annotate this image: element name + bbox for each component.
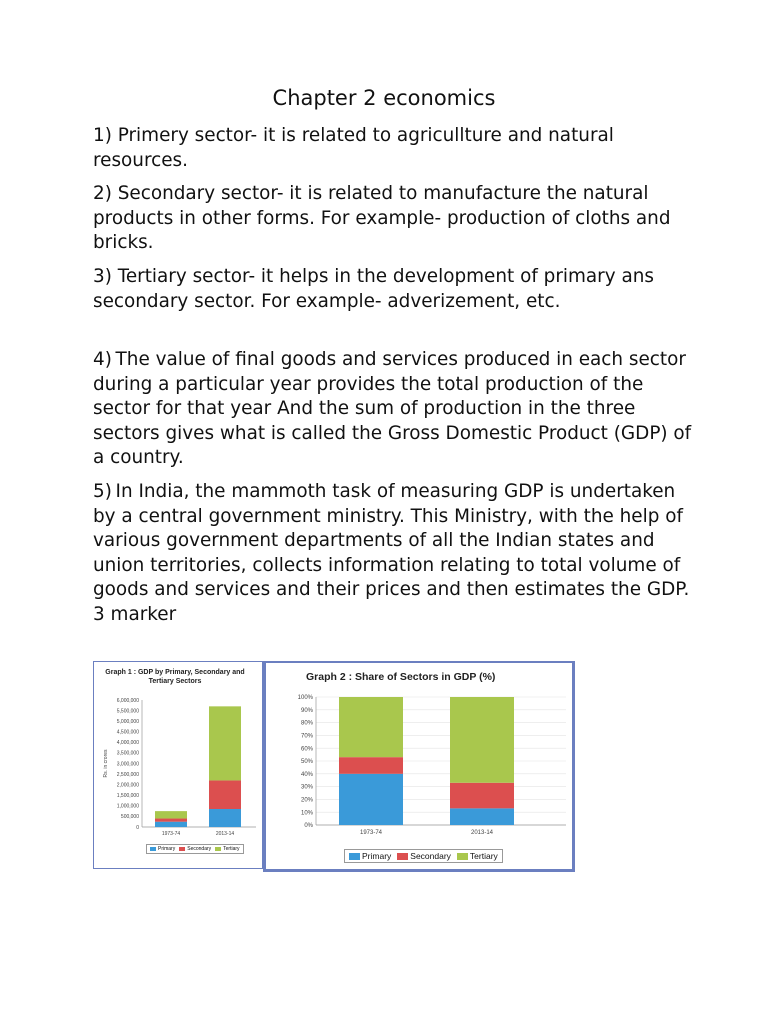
bar-secondary-2013-14	[209, 780, 241, 809]
document-title: Chapter 2 economics	[272, 86, 496, 110]
y-tick-label: 10%	[300, 810, 313, 817]
y-tick-label: 0	[136, 824, 139, 831]
graph-2-legend	[344, 849, 503, 863]
y-tick-label: 6,000,000	[116, 697, 139, 704]
paragraph-1: 1) Primery sector- it is related to agricullture and natural resources.	[93, 125, 614, 171]
graph-1-legend	[146, 844, 244, 854]
legend-item-secondary	[397, 851, 451, 861]
legend-label: Primary	[362, 851, 392, 861]
bar-primary-2013-14	[450, 808, 514, 825]
legend-item-primary	[150, 846, 175, 852]
graph-1-title: Graph 1 : GDP by Primary, Secondary and Tertiary Sectors	[105, 669, 245, 685]
legend-label: Tertiary	[223, 846, 240, 852]
legend-label: Secondary	[410, 851, 451, 861]
legend-item-primary	[349, 851, 391, 861]
y-tick-label: 3,000,000	[116, 761, 139, 768]
y-tick-label: 90%	[300, 707, 313, 714]
legend-label: Tertiary	[469, 851, 498, 861]
y-tick-label: 40%	[300, 771, 313, 778]
x-tick-label: 2013-14	[470, 830, 494, 836]
y-tick-label: 80%	[300, 720, 313, 727]
y-tick-label: 4,000,000	[116, 740, 139, 747]
graph-1-panel	[93, 661, 263, 869]
y-tick-label: 20%	[300, 797, 313, 804]
y-tick-label: 5,500,000	[116, 708, 139, 715]
y-tick-label: 0%	[304, 823, 313, 830]
y-tick-label: 50%	[300, 759, 313, 766]
y-tick-label: 4,500,000	[116, 729, 139, 736]
y-tick-label: 1,500,000	[116, 793, 139, 799]
y-tick-label: 500,000	[120, 814, 139, 821]
y-tick-label: 30%	[300, 784, 313, 791]
y-tick-label: 2,500,000	[116, 771, 139, 778]
legend-item-tertiary	[215, 846, 239, 852]
paragraph-2: 2) Secondary sector- it is related to manufacture the natural products in other forms. For example- production of cloths and bricks.	[93, 183, 671, 254]
bar-tertiary-1973-74	[339, 697, 403, 757]
bar-secondary-1973-74	[155, 819, 187, 822]
y-tick-label: 3,500,000	[116, 750, 139, 757]
bar-tertiary-2013-14	[450, 697, 514, 783]
gdp-figure	[93, 661, 571, 869]
graph-2-title: Graph 2 : Share of Sectors in GDP (%)	[306, 671, 496, 683]
legend-item-secondary	[179, 846, 211, 852]
y-tick-label: 70%	[300, 733, 313, 740]
bar-secondary-2013-14	[450, 783, 514, 809]
legend-item-tertiary	[457, 851, 498, 861]
y-axis-label: Rs. in crores	[103, 749, 109, 778]
paragraph-4: 4) The value of final goods and services produced in each sector during a particular year provides the total production of the sector for that year And the sum of production in the three sectors gives what is called the Gross Domestic Product (GDP) of a country.	[93, 349, 692, 469]
bar-primary-1973-74	[155, 822, 187, 827]
legend-label: Primary	[158, 846, 176, 852]
bar-secondary-1973-74	[339, 757, 403, 774]
paragraph-3: 3) Tertiary sector- it helps in the development of primary ans secondary sector. For example- adverizement, etc.	[93, 266, 654, 312]
y-tick-label: 5,000,000	[116, 718, 139, 725]
graph-2-chart	[266, 663, 572, 869]
x-tick-label: 1973-74	[359, 830, 383, 836]
legend-label: Secondary	[187, 846, 212, 852]
y-tick-label: 1,000,000	[116, 803, 139, 810]
bar-tertiary-2013-14	[209, 706, 241, 780]
y-tick-label: 2,000,000	[116, 782, 139, 789]
bar-primary-1973-74	[339, 774, 403, 825]
graph-2-panel	[263, 661, 575, 872]
bar-tertiary-1973-74	[155, 811, 187, 818]
x-tick-label: 1973-74	[161, 831, 181, 837]
graph-1-chart	[94, 662, 262, 868]
bar-primary-2013-14	[209, 809, 241, 827]
paragraph-5: 5) In India, the mammoth task of measuring GDP is undertaken by a central government ministry. This Ministry, with the help of various government departments of all the Indian states and union territories, collects information relating to total volume of goods and services and their prices and then estimates the GDP. 3 marker	[93, 481, 690, 625]
y-tick-label: 100%	[297, 695, 313, 702]
y-tick-label: 60%	[300, 746, 313, 753]
x-tick-label: 2013-14	[215, 831, 235, 837]
